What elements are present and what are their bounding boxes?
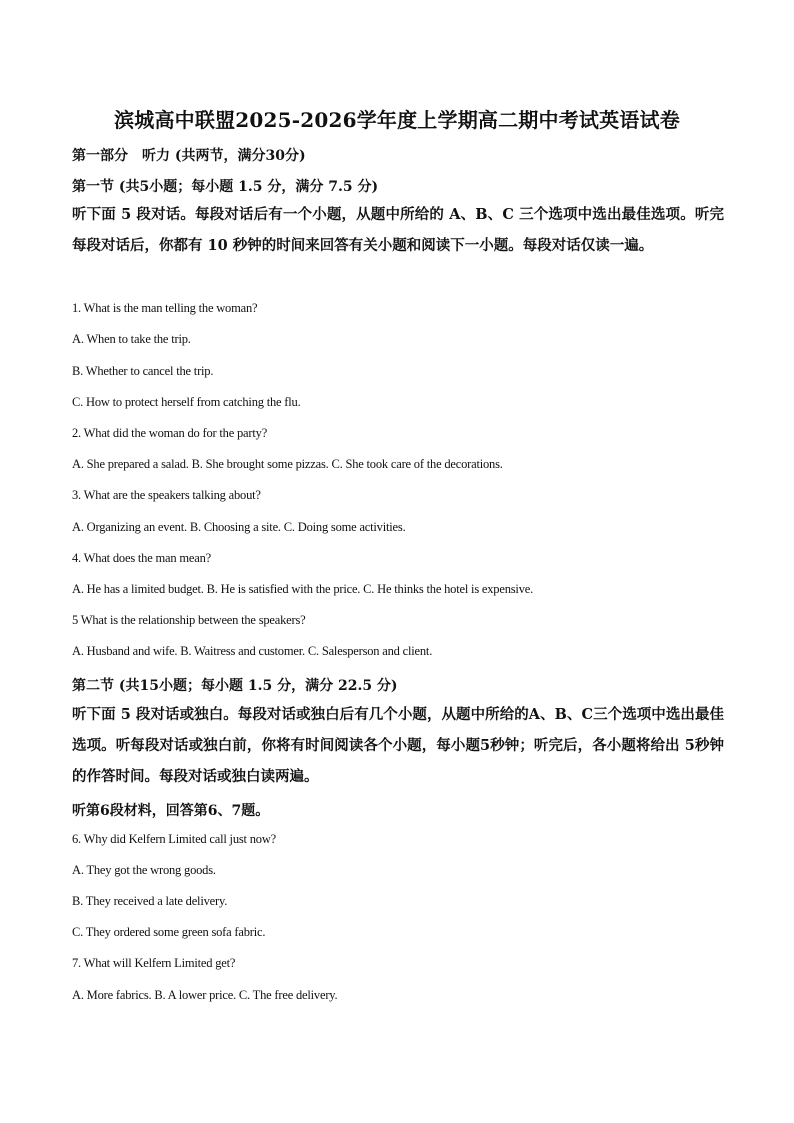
section2-heading: 第二节 (共15小题；每小题 1.5 分，满分 22.5 分): [72, 678, 398, 694]
section2-instructions: 听下面 5 段对话或独白。每段对话或独白后有几个小题，从题中所给的A、B、C三个选项中选出最佳选项。听每段对话或独白前，你将有时间阅读各个小题，每小题5秒钟；听完后，各小题将给出 5秒钟的作答时间。每段对话或独白读两遍。: [72, 706, 724, 785]
q6-stem: 6. Why did Kelfern Limited call just now?: [72, 832, 277, 846]
q1-option-c: C. How to protect herself from catching the flu.: [72, 395, 301, 409]
part1-heading: 第一部分 听力 (共两节，满分30分): [72, 148, 306, 164]
q1-option-a: A. When to take the trip.: [72, 332, 191, 346]
q1-option-b: B. Whether to cancel the trip.: [72, 364, 214, 378]
q3-options: A. Organizing an event. B. Choosing a site. C. Doing some activities.: [72, 520, 406, 534]
q6-option-b: B. They received a late delivery.: [72, 894, 228, 908]
section1-instructions: 听下面 5 段对话。每段对话后有一个小题，从题中所给的 A、B、C 三个选项中选出最佳选项。听完每段对话后，你都有 10 秒钟的时间来回答有关小题和阅读下一小题。每段对话仅读一遍。: [72, 206, 724, 254]
section1-heading: 第一节 (共5小题；每小题 1.5 分，满分 7.5 分): [72, 179, 379, 195]
material-6-heading: 听第6段材料，回答第6、7题。: [72, 803, 270, 819]
q5-options: A. Husband and wife. B. Waitress and customer. C. Salesperson and client.: [72, 644, 433, 658]
q6-option-a: A. They got the wrong goods.: [72, 863, 216, 877]
q5-stem: 5 What is the relationship between the speakers?: [72, 613, 306, 627]
q4-stem: 4. What does the man mean?: [72, 551, 211, 565]
q4-options: A. He has a limited budget. B. He is satisfied with the price. C. He thinks the hotel is expensive.: [72, 582, 534, 596]
q2-options: A. She prepared a salad. B. She brought some pizzas. C. She took care of the decorations.: [72, 457, 503, 471]
q7-stem: 7. What will Kelfern Limited get?: [72, 956, 236, 970]
exam-title: 滨城高中联盟2025-2026学年度上学期高二期中考试英语试卷: [114, 108, 680, 132]
q1-stem: 1. What is the man telling the woman?: [72, 301, 258, 315]
q2-stem: 2. What did the woman do for the party?: [72, 426, 268, 440]
q7-options: A. More fabrics. B. A lower price. C. The free delivery.: [72, 988, 338, 1002]
q3-stem: 3. What are the speakers talking about?: [72, 488, 261, 502]
q6-option-c: C. They ordered some green sofa fabric.: [72, 925, 266, 939]
